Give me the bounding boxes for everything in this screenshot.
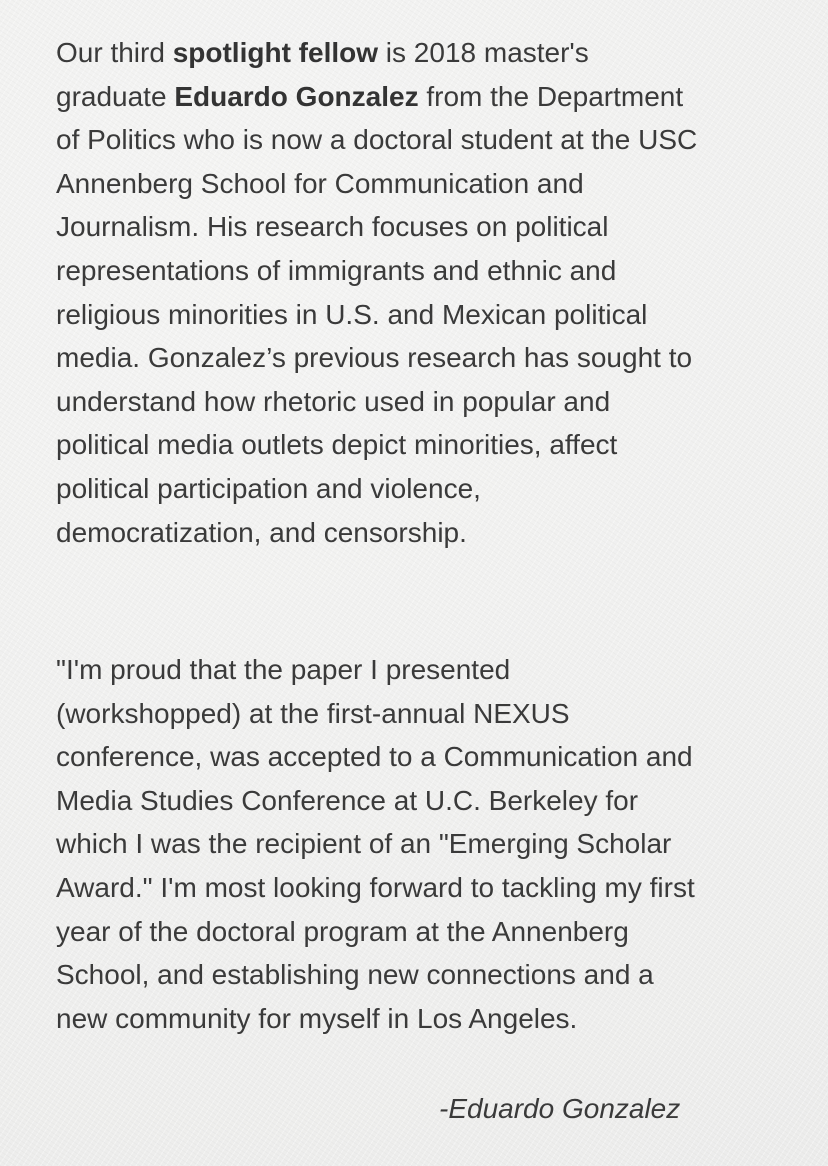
intro-text: from the Department xyxy=(418,80,684,112)
intro-line-5: Journalism. His research focuses on political xyxy=(56,211,609,243)
quote-line-2: (workshopped) at the first-annual NEXUS xyxy=(56,697,570,729)
quote-line-8: School, and establishing new connections and a xyxy=(56,959,654,991)
fellow-name-emphasis: Eduardo Gonzalez xyxy=(174,80,419,112)
spotlight-fellow-emphasis: spotlight fellow xyxy=(172,37,379,68)
quote-line-6: Award." I'm most looking forward to tackling my first xyxy=(56,871,695,903)
quote-line-5: which I was the recipient of an "Emerging Scholar xyxy=(56,828,672,860)
intro-line-11: political participation and violence, xyxy=(56,472,481,504)
intro-line-4: Annenberg School for Communication and xyxy=(56,167,584,199)
intro-line-12: democratization, and censorship. xyxy=(56,516,467,548)
intro-line-1 xyxy=(56,31,796,75)
quote-line-7: year of the doctoral program at the Annenberg xyxy=(56,915,629,947)
intro-text: graduate xyxy=(56,80,175,112)
intro-paragraph xyxy=(56,31,796,554)
intro-line-9: understand how rhetoric used in popular and xyxy=(56,385,611,417)
intro-line-3: of Politics who is now a doctoral student at the USC xyxy=(56,124,698,156)
quote-line-4: Media Studies Conference at U.C. Berkeley for xyxy=(56,784,639,816)
intro-line-7: religious minorities in U.S. and Mexican political xyxy=(56,298,648,330)
quote-line-1: "I'm proud that the paper I presented xyxy=(56,654,511,685)
intro-line-8: media. Gonzalez’s previous research has sought to xyxy=(56,342,693,374)
intro-line-6: representations of immigrants and ethnic and xyxy=(56,254,617,286)
intro-text: is 2018 master's xyxy=(378,37,589,68)
intro-line-10: political media outlets depict minorities, affect xyxy=(56,429,618,461)
intro-text: Our third xyxy=(56,37,173,68)
quote-paragraph xyxy=(56,648,796,1040)
quote-line-9: new community for myself in Los Angeles. xyxy=(56,1002,578,1034)
quote-line-3: conference, was accepted to a Communication and xyxy=(56,741,693,773)
intro-line-2 xyxy=(56,75,796,119)
quote-attribution: -Eduardo Gonzalez xyxy=(439,1093,681,1124)
